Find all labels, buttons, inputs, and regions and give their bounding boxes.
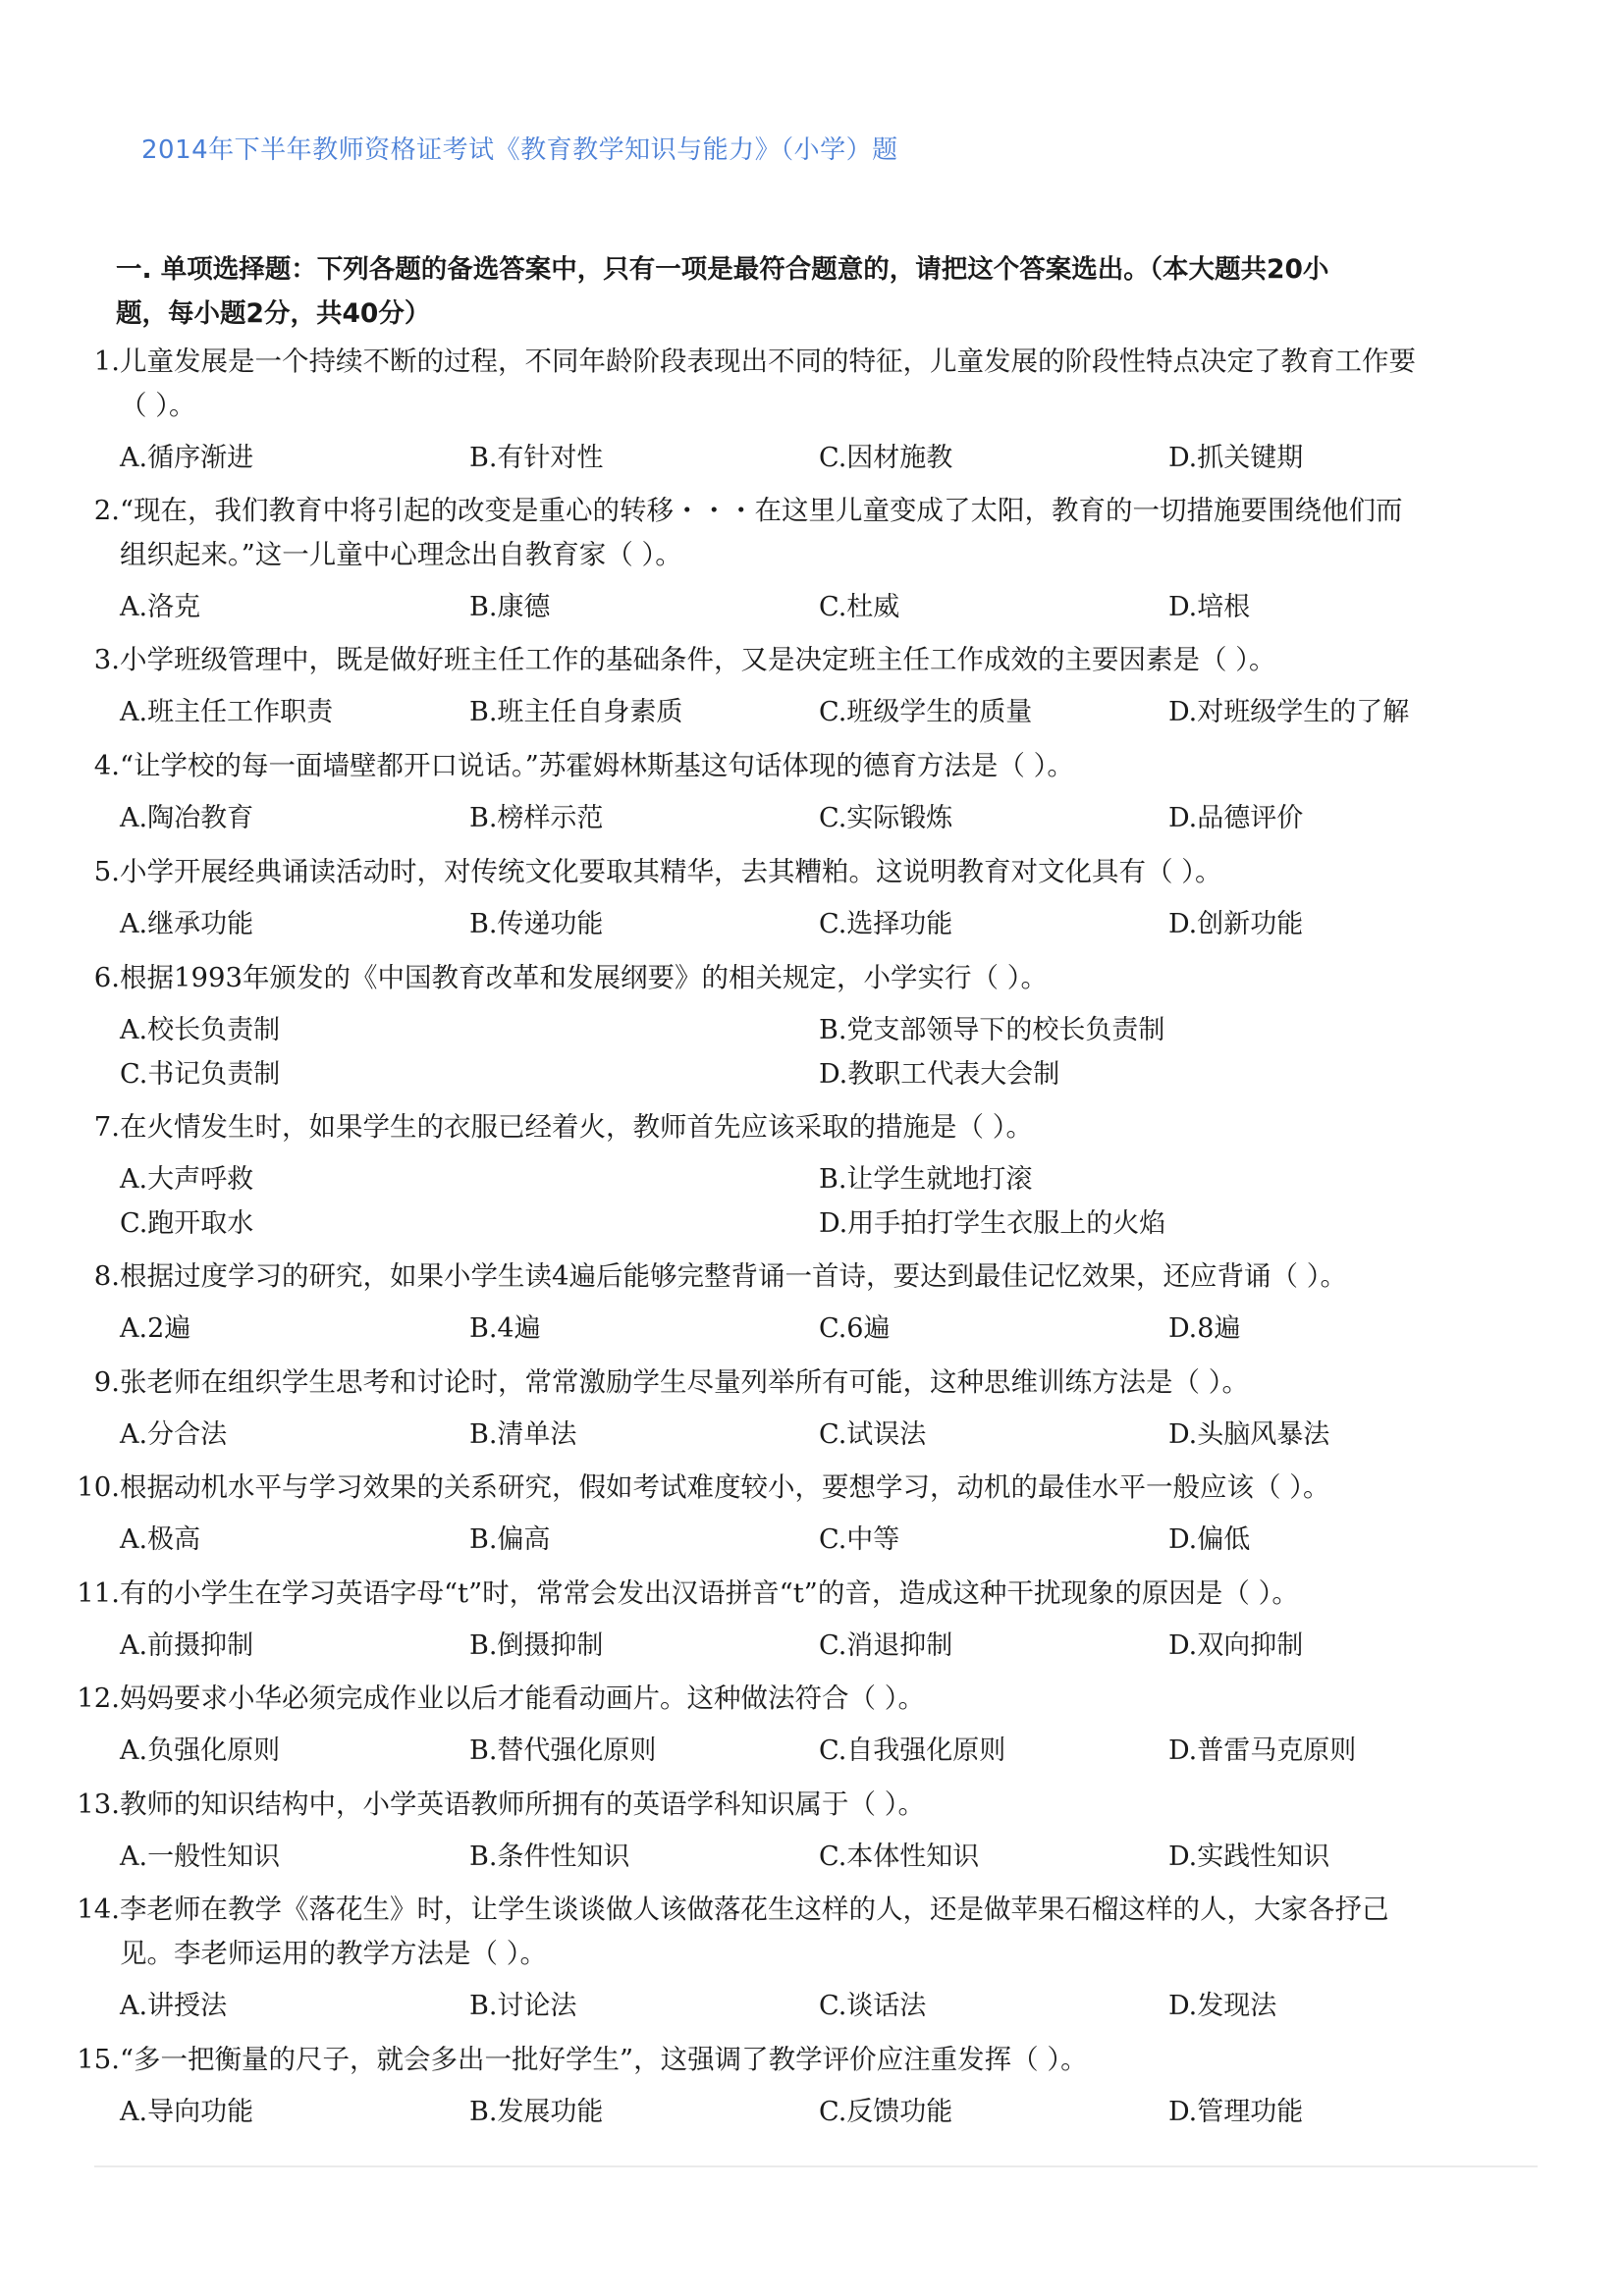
question-stem: 10. 根据动机水平与学习效果的关系研究，假如考试难度较小，要想学习，动机的最佳水平一般应该（ ）。	[69, 1466, 1542, 1510]
option-row	[69, 1984, 1542, 2028]
option-c: C.选择功能	[819, 909, 953, 939]
question-number: 10.	[77, 1471, 120, 1503]
question-item	[69, 1105, 1542, 1246]
question-item	[69, 489, 1542, 629]
option-d: D.用手拍打学生衣服上的火焰	[819, 1208, 1166, 1239]
option-d: D.抓关键期	[1168, 443, 1304, 473]
question-number: 4.	[93, 750, 120, 781]
question-item	[69, 340, 1542, 480]
option-row	[69, 1624, 1542, 1668]
option-b: B.讨论法	[469, 1991, 577, 2021]
question-number: 2.	[93, 495, 120, 526]
option-d: D.创新功能	[1168, 909, 1304, 939]
option-b: B.替代强化原则	[469, 1735, 657, 1766]
question-number: 15.	[77, 2044, 120, 2075]
section-heading-line2: 题，每小题2分，共40分）	[116, 298, 431, 329]
question-item	[69, 744, 1542, 840]
option-row	[69, 436, 1542, 480]
option-a: A.前摄抑制	[120, 1630, 254, 1661]
option-d: D.头脑风暴法	[1168, 1419, 1330, 1450]
option-c: C.消退抑制	[819, 1630, 953, 1661]
question-number: 11.	[77, 1577, 120, 1609]
option-b: B.有针对性	[469, 443, 604, 473]
option-a: A.继承功能	[120, 909, 254, 939]
option-d: D.双向抑制	[1168, 1630, 1304, 1661]
option-c: C.反馈功能	[819, 2097, 953, 2127]
question-stem: 12. 妈妈要求小华必须完成作业以后才能看动画片。这种做法符合（ ）。	[69, 1677, 1542, 1721]
option-d: D.偏低	[1168, 1524, 1251, 1555]
option-c: C.自我强化原则	[819, 1735, 1006, 1766]
option-row	[69, 1518, 1542, 1562]
question-item	[69, 1783, 1542, 1879]
question-item	[69, 2038, 1542, 2134]
option-d: D.普雷马克原则	[1168, 1735, 1357, 1766]
section-heading-line1: 一. 单项选择题：下列各题的备选答案中，只有一项是最符合题意的，请把这个答案选出。（本大题共20小	[116, 254, 1329, 285]
question-stem: 2. “现在，我们教育中将引起的改变是重心的转移・・・在这里儿童变成了太阳，教育的一切措施要围绕他们而 组织起来。”这一儿童中心理念出自教育家（ ）。	[69, 489, 1542, 577]
option-a: A.班主任工作职责	[120, 697, 334, 727]
option-d: D.品德评价	[1168, 803, 1304, 833]
question-stem: 9. 张老师在组织学生思考和讨论时，常常激励学生尽量列举所有可能，这种思维训练方法是（ ）。	[69, 1361, 1542, 1405]
question-number: 1.	[93, 346, 120, 377]
page-title: 2014年下半年教师资格证考试《教育教学知识与能力》（小学）题	[141, 135, 898, 165]
question-number: 8.	[93, 1260, 120, 1292]
question-stem: 5. 小学开展经典诵读活动时，对传统文化要取其精华，去其糟粕。这说明教育对文化具有（ ）。	[69, 850, 1542, 894]
option-a: A.极高	[120, 1524, 201, 1555]
question-item	[69, 1466, 1542, 1562]
option-d: D.对班级学生的了解	[1168, 697, 1410, 727]
option-c: C.中等	[819, 1524, 900, 1555]
option-b: B.让学生就地打滚	[819, 1164, 1033, 1195]
option-c: C.谈话法	[819, 1991, 927, 2021]
option-c: C.实际锻炼	[819, 803, 953, 833]
question-stem: 11. 有的小学生在学习英语字母“t”时，常常会发出汉语拼音“t”的音，造成这种干扰现象的原因是（ ）。	[69, 1572, 1542, 1616]
option-d: D.8遍	[1168, 1313, 1241, 1344]
option-c: C.因材施教	[819, 443, 953, 473]
option-b: B.党支部领导下的校长负责制	[819, 1015, 1165, 1045]
option-a: A.讲授法	[120, 1991, 228, 2021]
option-a: A.校长负责制	[120, 1015, 281, 1045]
question-item	[69, 850, 1542, 946]
option-grid	[69, 1008, 1542, 1096]
question-number: 12.	[77, 1682, 120, 1714]
option-a: A.大声呼救	[120, 1164, 254, 1195]
option-b: B.偏高	[469, 1524, 551, 1555]
option-row	[69, 1835, 1542, 1879]
option-b: B.清单法	[469, 1419, 577, 1450]
question-item	[69, 1572, 1542, 1668]
option-c: C.书记负责制	[120, 1059, 281, 1090]
question-number: 6.	[93, 962, 120, 993]
question-number: 9.	[93, 1366, 120, 1398]
question-stem: 1. 儿童发展是一个持续不断的过程，不同年龄阶段表现出不同的特征，儿童发展的阶段性特点决定了教育工作要 （ ）。	[69, 340, 1542, 428]
option-c: C.6遍	[819, 1313, 891, 1344]
option-row	[69, 690, 1542, 734]
page-divider	[94, 2165, 1538, 2167]
option-b: B.发展功能	[469, 2097, 604, 2127]
option-d: D.培根	[1168, 592, 1251, 622]
question-stem: 8. 根据过度学习的研究，如果小学生读4遍后能够完整背诵一首诗，要达到最佳记忆效果，还应背诵（ ）。	[69, 1255, 1542, 1299]
option-b: B.倒摄抑制	[469, 1630, 604, 1661]
question-stem: 4. “让学校的每一面墙壁都开口说话。”苏霍姆林斯基这句话体现的德育方法是（ ）。	[69, 744, 1542, 788]
question-item	[69, 1361, 1542, 1457]
option-b: B.康德	[469, 592, 551, 622]
option-a: A.2遍	[120, 1313, 191, 1344]
question-item	[69, 638, 1542, 734]
option-c: C.杜威	[819, 592, 900, 622]
option-a: A.分合法	[120, 1419, 228, 1450]
question-number: 14.	[77, 1894, 120, 1925]
option-b: B.条件性知识	[469, 1842, 630, 1872]
question-stem: 13. 教师的知识结构中，小学英语教师所拥有的英语学科知识属于（ ）。	[69, 1783, 1542, 1827]
option-d: D.管理功能	[1168, 2097, 1304, 2127]
section-heading	[116, 247, 1490, 336]
question-number: 5.	[93, 856, 120, 887]
option-d: D.发现法	[1168, 1991, 1277, 2021]
question-item	[69, 956, 1542, 1096]
option-b: B.传递功能	[469, 909, 604, 939]
question-stem: 7. 在火情发生时，如果学生的衣服已经着火，教师首先应该采取的措施是（ ）。	[69, 1105, 1542, 1149]
option-row	[69, 796, 1542, 840]
question-stem: 15. “多一把衡量的尺子，就会多出一批好学生”，这强调了教学评价应注重发挥（ ）。	[69, 2038, 1542, 2082]
option-d: D.实践性知识	[1168, 1842, 1330, 1872]
option-row	[69, 2090, 1542, 2134]
question-number: 13.	[77, 1789, 120, 1820]
option-row	[69, 1413, 1542, 1457]
option-row	[69, 902, 1542, 946]
option-a: A.负强化原则	[120, 1735, 281, 1766]
option-b: B.4遍	[469, 1313, 541, 1344]
option-b: B.榜样示范	[469, 803, 604, 833]
question-item	[69, 1255, 1542, 1351]
option-d: D.教职工代表大会制	[819, 1059, 1060, 1090]
question-item	[69, 1677, 1542, 1773]
option-a: A.陶冶教育	[120, 803, 254, 833]
option-a: A.一般性知识	[120, 1842, 281, 1872]
option-c: C.跑开取水	[120, 1208, 254, 1239]
question-number: 3.	[93, 644, 120, 675]
question-stem: 3. 小学班级管理中，既是做好班主任工作的基础条件，又是决定班主任工作成效的主要因素是（ ）。	[69, 638, 1542, 682]
question-stem: 14. 李老师在教学《落花生》时，让学生谈谈做人该做落花生这样的人，还是做苹果石榴这样的人，大家各抒己 见。李老师运用的教学方法是（ ）。	[69, 1888, 1542, 1976]
question-stem: 6. 根据1993年颁发的《中国教育改革和发展纲要》的相关规定，小学实行（ ）。	[69, 956, 1542, 1000]
option-grid	[69, 1157, 1542, 1246]
question-item	[69, 1888, 1542, 2028]
option-a: A.导向功能	[120, 2097, 254, 2127]
option-c: C.本体性知识	[819, 1842, 980, 1872]
option-b: B.班主任自身素质	[469, 697, 683, 727]
option-a: A.洛克	[120, 592, 201, 622]
option-row	[69, 1729, 1542, 1773]
option-c: C.班级学生的质量	[819, 697, 1033, 727]
option-a: A.循序渐进	[120, 443, 254, 473]
question-number: 7.	[93, 1111, 120, 1143]
option-row	[69, 1307, 1542, 1351]
option-c: C.试误法	[819, 1419, 927, 1450]
option-row	[69, 585, 1542, 629]
